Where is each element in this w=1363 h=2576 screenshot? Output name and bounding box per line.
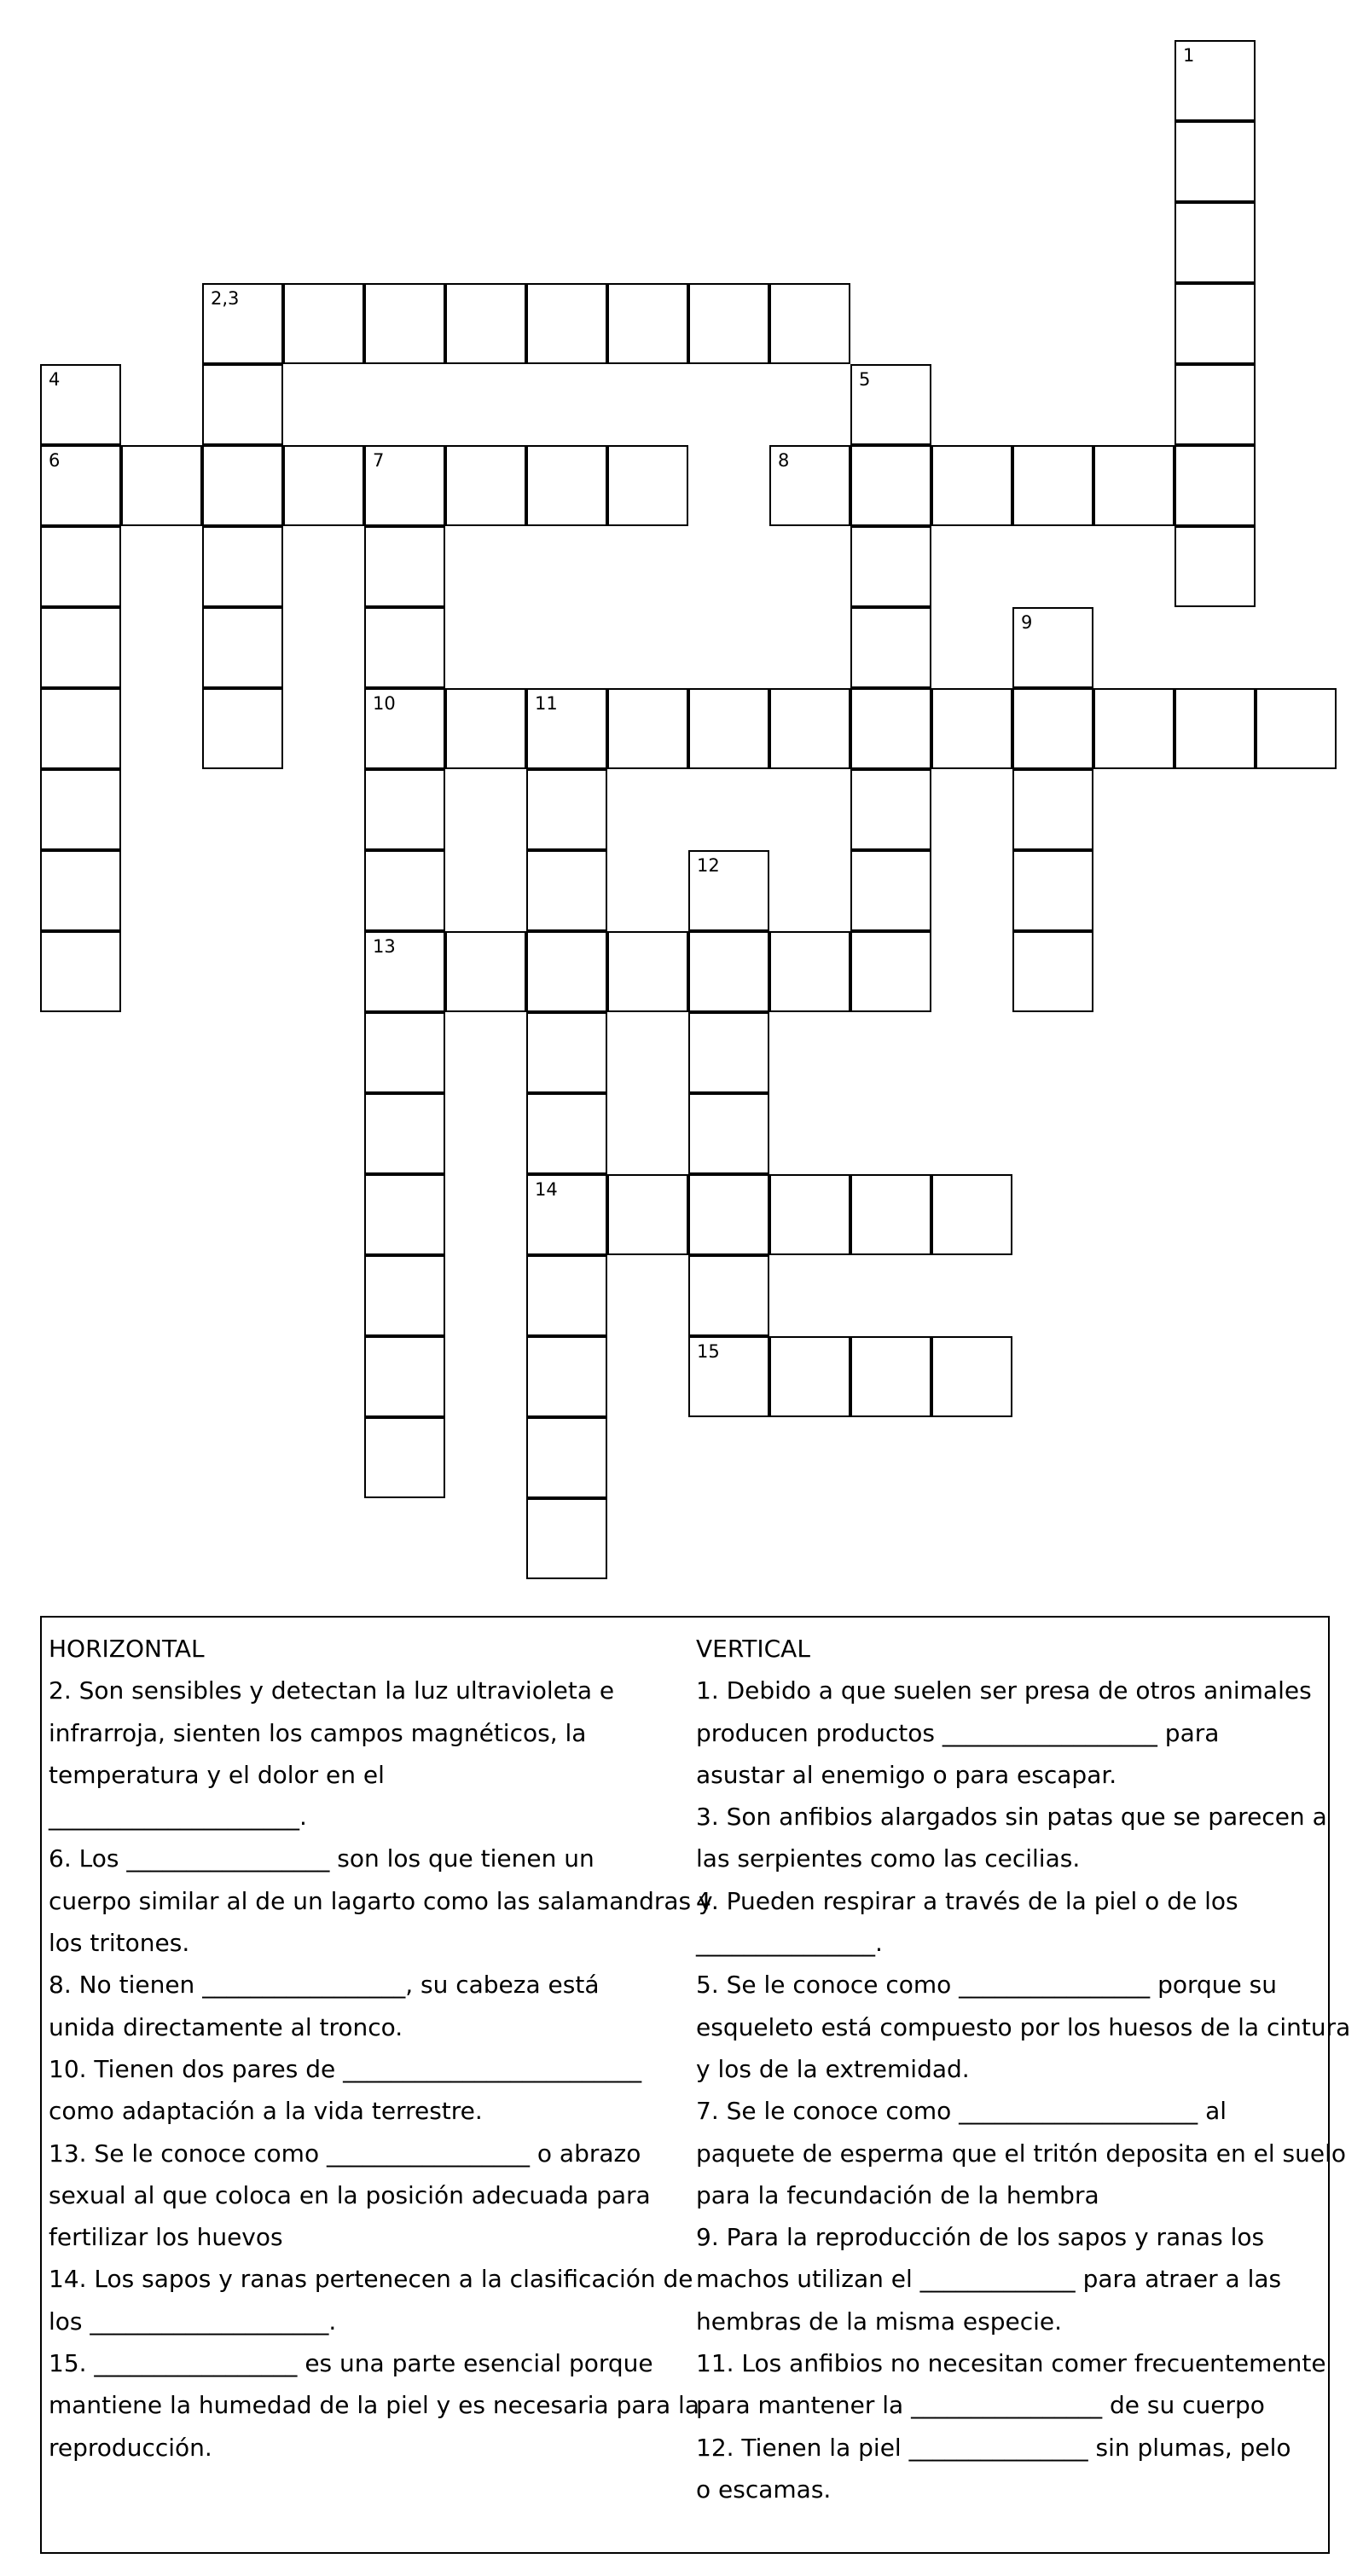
crossword-cell[interactable] bbox=[1093, 688, 1174, 769]
cell-number: 11 bbox=[535, 693, 558, 714]
horizontal-clue-line: 2. Son sensibles y detectan la luz ultravioleta e bbox=[49, 1676, 615, 1705]
crossword-cell[interactable] bbox=[526, 1255, 607, 1336]
crossword-cell[interactable] bbox=[688, 283, 769, 364]
vertical-clue-list bbox=[696, 1670, 1351, 2510]
crossword-cell[interactable] bbox=[526, 931, 607, 1012]
crossword-cell[interactable] bbox=[364, 931, 445, 1012]
crossword-cell[interactable] bbox=[526, 769, 607, 850]
crossword-cell[interactable] bbox=[688, 931, 769, 1012]
crossword-cell[interactable] bbox=[1012, 607, 1093, 688]
crossword-cell[interactable] bbox=[1012, 445, 1093, 526]
horizontal-clue-line: sexual al que coloca en la posición adecuada para bbox=[49, 2180, 651, 2209]
crossword-cell[interactable] bbox=[1012, 688, 1093, 769]
crossword-cell[interactable] bbox=[364, 607, 445, 688]
cell-number: 10 bbox=[373, 693, 396, 714]
crossword-cell[interactable] bbox=[1012, 931, 1093, 1012]
crossword-cell[interactable] bbox=[1174, 526, 1256, 607]
crossword-cell[interactable] bbox=[40, 607, 121, 688]
crossword-cell[interactable] bbox=[688, 1012, 769, 1093]
vertical-clue-line: 12. Tienen la piel _______________ sin plumas, pelo bbox=[696, 2433, 1291, 2462]
crossword-cell[interactable] bbox=[526, 1012, 607, 1093]
horizontal-clue-line: 8. No tienen _________________, su cabeza está bbox=[49, 1971, 600, 2000]
vertical-clue-line: esqueleto está compuesto por los huesos de la cintura bbox=[696, 2012, 1351, 2041]
cell-number: 15 bbox=[697, 1341, 720, 1362]
crossword-cell[interactable] bbox=[850, 445, 931, 526]
horizontal-clue-line: infrarroja, sienten los campos magnéticos, la bbox=[49, 1718, 587, 1747]
vertical-clues bbox=[696, 1628, 1351, 2510]
horizontal-clue-line: 15. _________________ es una parte esencial porque bbox=[49, 2349, 653, 2378]
crossword-cell[interactable] bbox=[364, 283, 445, 364]
crossword-cell[interactable] bbox=[364, 850, 445, 931]
horizontal-clue-line: _____________________. bbox=[49, 1803, 307, 1832]
horizontal-clue-line: unida directamente al tronco. bbox=[49, 2012, 403, 2041]
crossword-cell[interactable] bbox=[526, 1417, 607, 1498]
crossword-cell[interactable] bbox=[1174, 364, 1256, 445]
crossword-cell[interactable] bbox=[1012, 769, 1093, 850]
crossword-cell[interactable] bbox=[445, 931, 526, 1012]
horizontal-clue-line: 6. Los _________________ son los que tienen un bbox=[49, 1844, 594, 1873]
horizontal-clue-line: 14. Los sapos y ranas pertenecen a la clasificación de bbox=[49, 2265, 693, 2294]
crossword-cell[interactable] bbox=[931, 688, 1012, 769]
crossword-cell[interactable] bbox=[688, 1093, 769, 1174]
crossword-cell[interactable] bbox=[526, 1174, 607, 1255]
horizontal-clue-line: cuerpo similar al de un lagarto como las salamandras y bbox=[49, 1886, 713, 1915]
crossword-cell[interactable] bbox=[202, 688, 283, 769]
crossword-cell[interactable] bbox=[607, 931, 688, 1012]
crossword-cell[interactable] bbox=[769, 1336, 850, 1417]
crossword-cell[interactable] bbox=[607, 1174, 688, 1255]
vertical-clue-line: y los de la extremidad. bbox=[696, 2054, 970, 2083]
crossword-cell[interactable] bbox=[445, 688, 526, 769]
horizontal-clue-line: temperatura y el dolor en el bbox=[49, 1760, 385, 1789]
crossword-cell[interactable] bbox=[1174, 445, 1256, 526]
crossword-cell[interactable] bbox=[40, 931, 121, 1012]
crossword-cell[interactable] bbox=[364, 1255, 445, 1336]
crossword-cell[interactable] bbox=[364, 688, 445, 769]
crossword-cell[interactable] bbox=[202, 526, 283, 607]
crossword-cell[interactable] bbox=[526, 1093, 607, 1174]
crossword-cell[interactable] bbox=[769, 1174, 850, 1255]
crossword-cell[interactable] bbox=[1174, 688, 1256, 769]
cell-number: 13 bbox=[373, 936, 396, 957]
crossword-cell[interactable] bbox=[526, 850, 607, 931]
crossword-cell[interactable] bbox=[202, 283, 283, 364]
crossword-cell[interactable] bbox=[688, 1174, 769, 1255]
crossword-cell[interactable] bbox=[850, 1336, 931, 1417]
cell-number: 12 bbox=[697, 855, 720, 876]
crossword-cell[interactable] bbox=[850, 850, 931, 931]
crossword-cell[interactable] bbox=[850, 607, 931, 688]
crossword-cell[interactable] bbox=[40, 769, 121, 850]
crossword-cell[interactable] bbox=[526, 283, 607, 364]
crossword-cell[interactable] bbox=[1093, 445, 1174, 526]
horizontal-clue-line: mantiene la humedad de la piel y es necesaria para la bbox=[49, 2391, 699, 2420]
horizontal-clue-line: fertilizar los huevos bbox=[49, 2223, 283, 2252]
crossword-cell[interactable] bbox=[364, 1174, 445, 1255]
vertical-clue-line: machos utilizan el _____________ para atraer a las bbox=[696, 2265, 1282, 2294]
horizontal-clue-line: los tritones. bbox=[49, 1929, 190, 1958]
crossword-cell[interactable] bbox=[850, 931, 931, 1012]
crossword-cell[interactable] bbox=[1174, 121, 1256, 202]
crossword-cell[interactable] bbox=[202, 607, 283, 688]
crossword-cell[interactable] bbox=[1256, 688, 1337, 769]
crossword-cell[interactable] bbox=[688, 1336, 769, 1417]
cell-number: 1 bbox=[1183, 45, 1195, 66]
cell-number: 9 bbox=[1021, 612, 1033, 633]
crossword-cell[interactable] bbox=[526, 688, 607, 769]
crossword-cell[interactable] bbox=[1012, 850, 1093, 931]
horizontal-clue-line: como adaptación a la vida terrestre. bbox=[49, 2097, 483, 2126]
crossword-cell[interactable] bbox=[364, 1012, 445, 1093]
crossword-cell[interactable] bbox=[40, 445, 121, 526]
crossword-cell[interactable] bbox=[850, 688, 931, 769]
crossword-cell[interactable] bbox=[40, 850, 121, 931]
crossword-cell[interactable] bbox=[850, 769, 931, 850]
vertical-clue-line: asustar al enemigo o para escapar. bbox=[696, 1760, 1117, 1789]
crossword-cell[interactable] bbox=[364, 526, 445, 607]
horizontal-clue-line: 10. Tienen dos pares de _________________________ bbox=[49, 2054, 642, 2083]
crossword-cell[interactable] bbox=[769, 688, 850, 769]
vertical-clue-line: 1. Debido a que suelen ser presa de otros animales bbox=[696, 1676, 1312, 1705]
crossword-cell[interactable] bbox=[526, 445, 607, 526]
crossword-cell[interactable] bbox=[445, 283, 526, 364]
vertical-clue-line: paquete de esperma que el tritón deposita en el suelo bbox=[696, 2139, 1346, 2168]
crossword-cell[interactable] bbox=[769, 931, 850, 1012]
crossword-cell[interactable] bbox=[364, 1417, 445, 1498]
crossword-cell[interactable] bbox=[1174, 283, 1256, 364]
cell-number: 6 bbox=[49, 450, 61, 471]
cell-number: 4 bbox=[49, 369, 61, 390]
vertical-clue-line: para la fecundación de la hembra bbox=[696, 2180, 1099, 2209]
crossword-cell[interactable] bbox=[688, 850, 769, 931]
horizontal-heading: HORIZONTAL bbox=[49, 1635, 205, 1663]
crossword-cell[interactable] bbox=[688, 1255, 769, 1336]
crossword-cell[interactable] bbox=[121, 445, 202, 526]
crossword-cell[interactable] bbox=[40, 526, 121, 607]
vertical-clue-line: producen productos __________________ para bbox=[696, 1718, 1220, 1747]
crossword-cell[interactable] bbox=[769, 445, 850, 526]
cell-number: 5 bbox=[859, 369, 871, 390]
crossword-cell[interactable] bbox=[364, 1093, 445, 1174]
crossword-cell[interactable] bbox=[607, 688, 688, 769]
vertical-clue-line: 5. Se le conoce como ________________ porque su bbox=[696, 1971, 1277, 2000]
crossword-cell[interactable] bbox=[40, 688, 121, 769]
vertical-clue-line: para mantener la ________________ de su cuerpo bbox=[696, 2391, 1265, 2420]
cell-number: 14 bbox=[535, 1179, 558, 1200]
vertical-clue-line: las serpientes como las cecilias. bbox=[696, 1844, 1081, 1873]
crossword-cell[interactable] bbox=[769, 283, 850, 364]
vertical-clue-line: 7. Se le conoce como ____________________ al bbox=[696, 2097, 1227, 2126]
vertical-clue-line: o escamas. bbox=[696, 2475, 832, 2504]
crossword-cell[interactable] bbox=[445, 445, 526, 526]
crossword-cell[interactable] bbox=[850, 526, 931, 607]
crossword-cell[interactable] bbox=[283, 445, 364, 526]
crossword-cell[interactable] bbox=[202, 364, 283, 445]
crossword-cell[interactable] bbox=[931, 1174, 1012, 1255]
cell-number: 2,3 bbox=[211, 288, 240, 309]
crossword-cell[interactable] bbox=[607, 445, 688, 526]
crossword-cell[interactable] bbox=[202, 445, 283, 526]
crossword-cell[interactable] bbox=[850, 1174, 931, 1255]
crossword-cell[interactable] bbox=[364, 445, 445, 526]
cell-number: 8 bbox=[778, 450, 790, 471]
crossword-cell[interactable] bbox=[607, 283, 688, 364]
crossword-cell[interactable] bbox=[1174, 202, 1256, 283]
crossword-cell[interactable] bbox=[364, 1336, 445, 1417]
horizontal-clue-line: 13. Se le conoce como _________________ o abrazo bbox=[49, 2139, 641, 2168]
horizontal-clues bbox=[49, 1628, 713, 2469]
vertical-clue-line: _______________. bbox=[696, 1929, 883, 1958]
vertical-clue-line: 3. Son anfibios alargados sin patas que se parecen a bbox=[696, 1803, 1327, 1832]
crossword-cell[interactable] bbox=[1174, 40, 1256, 121]
clues-box bbox=[40, 1616, 1351, 2554]
crossword-cell[interactable] bbox=[526, 1336, 607, 1417]
crossword-cell[interactable] bbox=[526, 1498, 607, 1579]
cell-number: 7 bbox=[373, 450, 385, 471]
crossword-cell[interactable] bbox=[850, 364, 931, 445]
vertical-clue-line: 11. Los anfibios no necesitan comer frecuentemente bbox=[696, 2349, 1326, 2378]
crossword-cell[interactable] bbox=[283, 283, 364, 364]
crossword-cell[interactable] bbox=[364, 769, 445, 850]
vertical-clue-line: 4. Pueden respirar a través de la piel o de los bbox=[696, 1886, 1238, 1915]
vertical-clue-line: hembras de la misma especie. bbox=[696, 2307, 1063, 2336]
crossword-cell[interactable] bbox=[931, 1336, 1012, 1417]
vertical-heading: VERTICAL bbox=[696, 1635, 810, 1663]
horizontal-clue-line: los ____________________. bbox=[49, 2307, 337, 2336]
horizontal-clue-line: reproducción. bbox=[49, 2433, 212, 2462]
crossword-cell[interactable] bbox=[931, 445, 1012, 526]
crossword-cell[interactable] bbox=[40, 364, 121, 445]
vertical-clue-line: 9. Para la reproducción de los sapos y ranas los bbox=[696, 2223, 1265, 2252]
horizontal-clue-list bbox=[49, 1670, 713, 2469]
crossword-cell[interactable] bbox=[688, 688, 769, 769]
